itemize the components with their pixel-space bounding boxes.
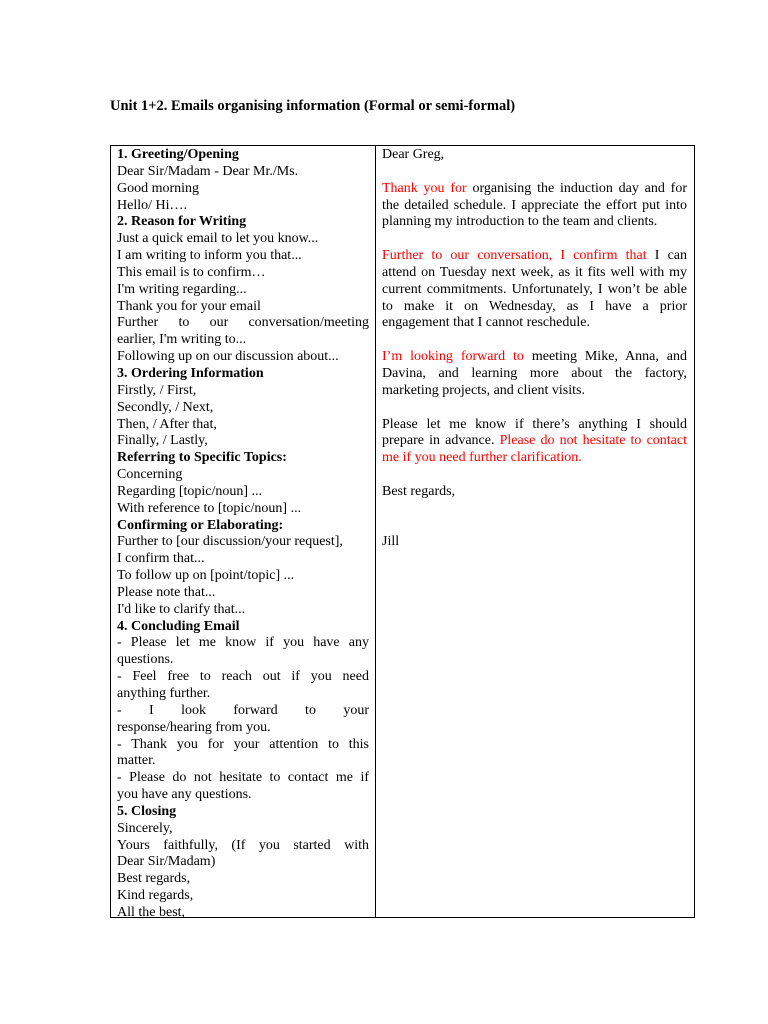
email-signature: Jill	[382, 534, 400, 550]
sample-email-column	[376, 146, 694, 917]
phrase-line: - Please do not hesitate to contact me if	[117, 770, 369, 786]
email-paragraph-looking-forward	[382, 349, 687, 400]
phrase-line: I am writing to inform you that...	[117, 248, 302, 264]
phrases-table	[110, 145, 695, 918]
phrase-list-column	[111, 146, 376, 917]
email-paragraph-request	[382, 417, 687, 468]
phrase-line: you have any questions.	[117, 787, 252, 803]
phrase-line: Concerning	[117, 467, 183, 483]
phrase-line: This email is to confirm…	[117, 264, 266, 280]
highlighted-phrase: Please do not hesitate to contact me if you need further clarification.	[382, 433, 687, 466]
spacer	[382, 467, 687, 484]
phrase-line: earlier, I'm writing to...	[117, 332, 247, 348]
email-signoff: Best regards,	[382, 483, 456, 499]
highlighted-phrase: Further to our conversation, I confirm that	[382, 248, 647, 264]
phrase-line: - Thank you for your attention to this	[117, 736, 369, 752]
phrase-line: Please note that...	[117, 584, 216, 600]
phrase-line: Just a quick email to let you know...	[117, 231, 319, 247]
spacer	[382, 518, 687, 535]
phrase-line: I'm writing regarding...	[117, 281, 247, 297]
email-paragraph-thanks	[382, 181, 687, 232]
phrase-line: - I look forward to your	[117, 702, 369, 718]
section-heading: Referring to Specific Topics:	[117, 450, 287, 466]
phrase-line: I confirm that...	[117, 551, 205, 567]
phrase-line: With reference to [topic/noun] ...	[117, 500, 302, 516]
phrase-line: All the best,	[117, 904, 186, 917]
email-text: meeting Mike, Anna, and Davina, and learning more about the factory, marketing projects, and client visits.	[382, 349, 687, 398]
phrase-line: Firstly, / First,	[117, 382, 197, 398]
phrase-line: Then, / After that,	[117, 416, 217, 432]
phrase-line: Finally, / Lastly,	[117, 433, 208, 449]
phrase-line: matter.	[117, 753, 156, 769]
spacer	[382, 231, 687, 248]
phrase-line: Good morning	[117, 180, 200, 196]
phrase-line: Hello/ Hi….	[117, 197, 187, 213]
phrase-line: Further to [our discussion/your request],	[117, 534, 343, 550]
phrase-line: response/hearing from you.	[117, 719, 271, 735]
section-heading: 2. Reason for Writing	[117, 214, 247, 230]
phrase-line: Sincerely,	[117, 820, 173, 836]
phrase-line: - Please let me know if you have any	[117, 635, 369, 651]
section-heading: 3. Ordering Information	[117, 365, 264, 381]
phrase-line: Yours faithfully, (If you started with	[117, 837, 369, 853]
email-greeting: Dear Greg,	[382, 147, 445, 162]
phrase-line: Dear Sir/Madam - Dear Mr./Ms.	[117, 163, 299, 179]
phrase-line: Secondly, / Next,	[117, 399, 214, 415]
phrase-line: - Feel free to reach out if you need	[117, 669, 369, 685]
section-heading: 5. Closing	[117, 803, 177, 819]
section-heading: Confirming or Elaborating:	[117, 517, 284, 533]
email-paragraph-confirm	[382, 248, 687, 332]
phrase-line: anything further.	[117, 686, 211, 701]
phrase-line: To follow up on [point/topic] ...	[117, 568, 295, 584]
email-text: I can attend on Tuesday next week, as it fits well with my current commitments. Unfortunately, I won’t be able to make it on Wednesday, as I have a prior engagement that I cannot reschedule.	[382, 248, 687, 331]
email-text: organising the induction day and for the detailed schedule. I appreciate the effort put into planning my introduction to the team and clients.	[382, 180, 687, 230]
phrase-line: Thank you for your email	[117, 298, 261, 314]
section-heading: 4. Concluding Email	[117, 618, 240, 634]
page-title: Unit 1+2. Emails organising information (Formal or semi-formal)	[110, 98, 516, 114]
spacer	[382, 332, 687, 349]
highlighted-phrase: Thank you for	[382, 180, 467, 196]
spacer	[382, 400, 687, 417]
section-heading: 1. Greeting/Opening	[117, 147, 239, 162]
spacer	[382, 164, 687, 181]
spacer	[382, 501, 687, 518]
phrase-line: Best regards,	[117, 871, 191, 887]
phrase-line: Following up on our discussion about...	[117, 349, 339, 365]
phrase-line: Further to our conversation/meeting	[117, 315, 369, 331]
email-text: Please let me know if there’s anything I should prepare in advance.	[382, 416, 687, 449]
highlighted-phrase: I’m looking forward to	[382, 349, 524, 365]
phrase-line: Regarding [topic/noun] ...	[117, 483, 263, 499]
phrase-line: Kind regards,	[117, 888, 194, 904]
phrase-line: I'd like to clarify that...	[117, 601, 246, 617]
phrase-line: questions.	[117, 652, 174, 668]
phrase-line: Dear Sir/Madam)	[117, 854, 216, 870]
